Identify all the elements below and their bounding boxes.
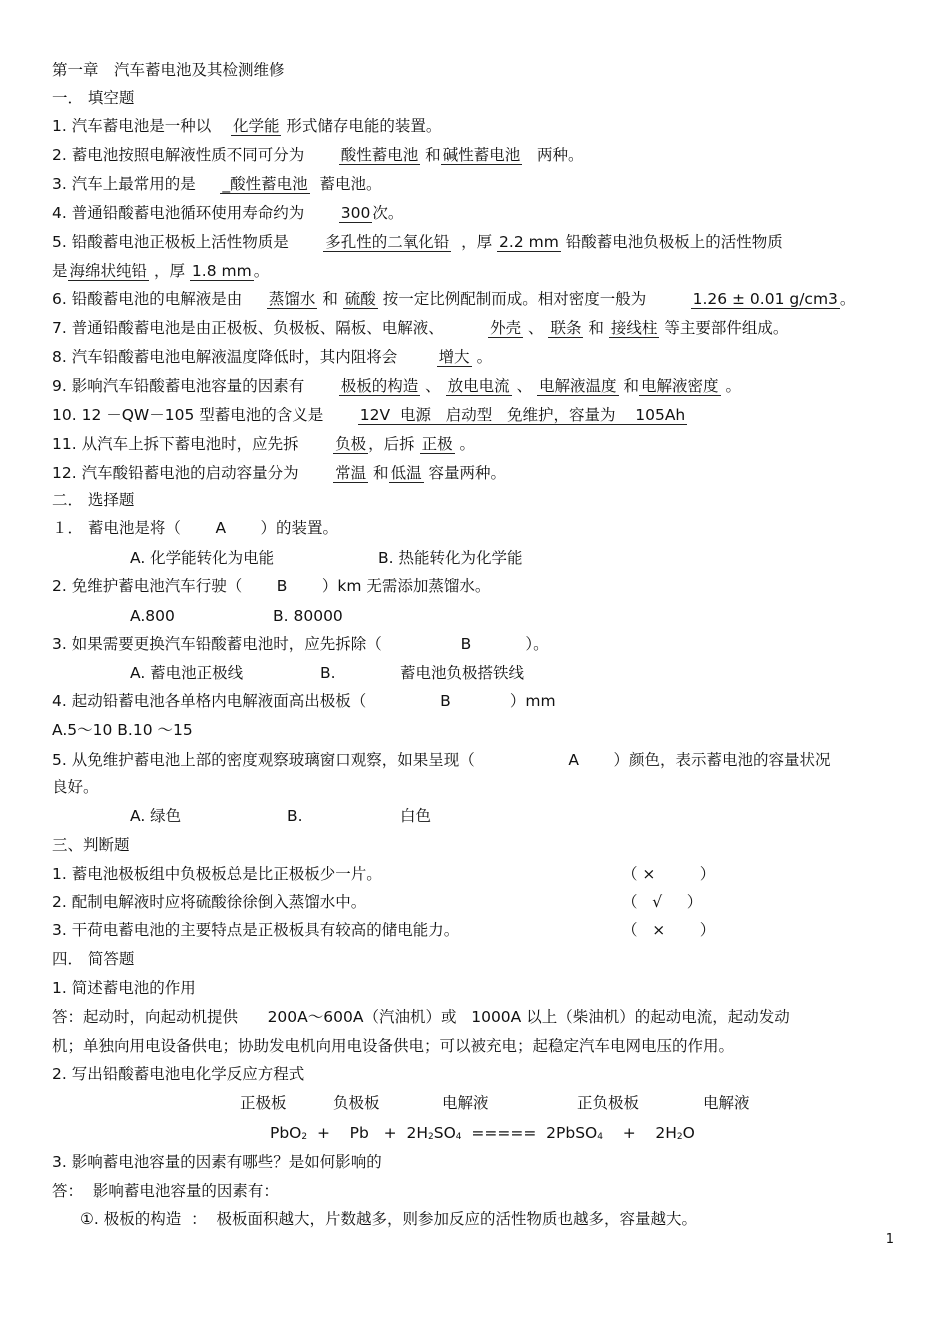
judge-question-2: 2. 配制电解液时应将硫酸徐徐倒入蒸馏水中。	[52, 893, 367, 911]
answer-blank: 化学能	[232, 117, 280, 135]
answer-blank: _酸性蓄电池	[222, 175, 308, 193]
equation-label: 电解液	[703, 1094, 750, 1112]
chapter-title: 第一章 汽车蓄电池及其检测维修	[52, 61, 285, 79]
answer-blank: 低温	[390, 464, 422, 482]
choice-answer: B	[276, 577, 288, 595]
choice-option-b: B. 80000	[273, 607, 343, 625]
choice-options-4: A.5～10 B.10 ～15	[52, 721, 193, 739]
short-question-1: 1. 简述蓄电池的作用	[52, 979, 196, 997]
choice-question-5: 5. 从免维护蓄电池上部的密度观察玻璃窗口观察，如果呈现（ A ）颜色，表示蓄电池的容量状况	[52, 751, 831, 769]
fill-question-10: 10. 12 －QW－105 型蓄电池的含义是 12V 电源 启动型 免维护，容量为 105Ah	[52, 406, 686, 424]
section-heading-short-answer: 四． 简答题	[52, 950, 135, 968]
section-heading-judge: 三、判断题	[52, 836, 130, 854]
judge-question-1: 1. 蓄电池极板组中负极板总是比正极板少一片。	[52, 865, 382, 883]
answer-blank: 300	[340, 204, 371, 222]
answer-blank: 电解液密度	[641, 377, 719, 395]
choice-option-a: A. 蓄电池正极线	[130, 664, 244, 682]
fill-question-4: 4. 普通铅酸蓄电池循环使用寿命约为 300 次。	[52, 204, 404, 222]
equation-label: 负极板	[333, 1094, 380, 1112]
judge-answer: （ √ ）	[622, 893, 703, 911]
answer-blank: 海绵状纯铅	[69, 262, 148, 280]
answer-blank: 12V 电源 启动型 免维护，容量为 105Ah	[359, 406, 686, 424]
equation-label: 电解液	[442, 1094, 489, 1112]
choice-option-a: A.800	[130, 607, 175, 625]
fill-question-12: 12. 汽车酸铅蓄电池的启动容量分为 常温 和 低温 容量两种。	[52, 464, 507, 482]
short-question-2: 2. 写出铅酸蓄电池电化学反应方程式	[52, 1065, 305, 1083]
short-answer-1-line-1: 答：起动时，向起动机提供 200A～600A（汽油机）或 1000A 以上（柴油机）的起动电流，起动发动	[52, 1008, 790, 1026]
choice-question-3: 3. 如果需要更换汽车铅酸蓄电池时，应先拆除（ B ）。	[52, 635, 549, 653]
answer-blank: 外壳	[490, 319, 522, 337]
choice-option-b-text: 蓄电池负极搭铁线	[400, 664, 525, 682]
answer-blank: 硫酸	[344, 290, 376, 308]
fill-question-6: 6. 铅酸蓄电池的电解液是由 蒸馏水 和 硫酸 按一定比例配制而成。相对密度一般为 1.26 ± 0.01 g/cm3 。	[52, 290, 856, 308]
choice-answer: B	[440, 692, 451, 710]
fill-question-11: 11. 从汽车上拆下蓄电池时，应先拆 负极 ，后拆 正极 。	[52, 435, 476, 453]
fill-question-8: 8. 汽车铅酸蓄电池电解液温度降低时，其内阻将会 增大 。	[52, 348, 493, 366]
answer-blank: 接线柱	[610, 319, 658, 337]
fill-question-7: 7. 普通铅酸蓄电池是由正极板、负极板、隔板、电解液、 外壳 、 联条 和 接线柱 等主要部件组成。	[52, 319, 789, 337]
page-number: 1	[885, 1232, 894, 1247]
answer-blank: 电解液温度	[539, 377, 617, 395]
fill-question-5: 5. 铅酸蓄电池正极板上活性物质是 多孔性的二氧化铅 ，厚 2.2 mm 铅酸蓄电池负极板上的活性物质	[52, 233, 783, 251]
choice-answer: B	[460, 635, 472, 653]
choice-question-5-cont: 良好。	[52, 778, 99, 796]
choice-option-a: A. 化学能转化为电能	[130, 549, 275, 567]
section-heading-choice: 二． 选择题	[52, 491, 135, 509]
fill-question-1: 1. 汽车蓄电池是一种以 化学能 形式储存电能的装置。	[52, 117, 442, 135]
answer-blank: 1.26 ± 0.01 g/cm3	[692, 290, 838, 308]
answer-blank: 负极	[335, 435, 367, 453]
choice-option-b: B. 热能转化为化学能	[378, 549, 523, 567]
choice-option-a: A. 绿色	[130, 807, 182, 825]
answer-blank: 联条	[550, 319, 582, 337]
short-question-3: 3. 影响蓄电池容量的因素有哪些？是如何影响的	[52, 1153, 382, 1171]
choice-question-1: １． 蓄电池是将（ A ）的装置。	[52, 519, 339, 537]
answer-blank: 酸性蓄电池	[340, 146, 419, 164]
judge-question-3: 3. 干荷电蓄电池的主要特点是正极板具有较高的储电能力。	[52, 921, 460, 939]
judge-answer: （ × ）	[622, 865, 716, 883]
answer-blank: 蒸馏水	[268, 290, 316, 308]
judge-answer: （ × ）	[622, 921, 716, 939]
fill-question-3: 3. 汽车上最常用的是 _酸性蓄电池 蓄电池。	[52, 175, 382, 193]
answer-blank: 碱性蓄电池	[442, 146, 521, 164]
chemical-equation: PbO2 + Pb + 2H2SO4 ===== 2PbSO4 + 2H2O	[270, 1124, 695, 1142]
short-answer-1-line-2: 机；单独向用电设备供电；协助发电机向用电设备供电；可以被充电；起稳定汽车电网电压的作用。	[52, 1037, 735, 1055]
equation-label: 正极板	[240, 1094, 287, 1112]
answer-blank: 常温	[335, 464, 367, 482]
fill-question-9: 9. 影响汽车铅酸蓄电池容量的因素有 极板的构造 、 放电电流 、 电解液温度 和 电解液密度 。	[52, 377, 741, 395]
choice-answer: A	[215, 519, 227, 537]
fill-question-5-cont: 是 海绵状纯铅 ，厚 1.8 mm 。	[52, 262, 270, 280]
choice-option-b: B.	[320, 664, 336, 682]
choice-option-b-text: 白色	[400, 807, 432, 825]
answer-blank: 1.8 mm	[191, 262, 252, 280]
section-heading-fill-blank: 一． 填空题	[52, 89, 135, 107]
short-answer-3-line-1: 答： 影响蓄电池容量的因素有：	[52, 1182, 279, 1200]
answer-blank: 2.2 mm	[499, 233, 559, 251]
equation-label: 正负极板	[577, 1094, 640, 1112]
choice-option-b: B.	[287, 807, 303, 825]
choice-answer: A	[568, 751, 579, 769]
choice-question-2: 2. 免维护蓄电池汽车行驶（ B ）km 无需添加蒸馏水。	[52, 577, 491, 595]
answer-blank: 增大	[438, 348, 470, 366]
answer-blank: 放电电流	[447, 377, 510, 395]
choice-question-4: 4. 起动铅蓄电池各单格内电解液面高出极板（ B ）mm	[52, 692, 556, 710]
answer-blank: 极板的构造	[340, 377, 419, 395]
short-answer-3-line-2: ①. 极板的构造 ： 极板面积越大，片数越多，则参加反应的活性物质也越多，容量越大。	[80, 1210, 697, 1228]
answer-blank: 多孔性的二氧化铅	[325, 233, 450, 251]
answer-blank: 正极	[421, 435, 453, 453]
fill-question-2: 2. 蓄电池按照电解液性质不同可分为 酸性蓄电池 和 碱性蓄电池 两种。	[52, 146, 584, 164]
